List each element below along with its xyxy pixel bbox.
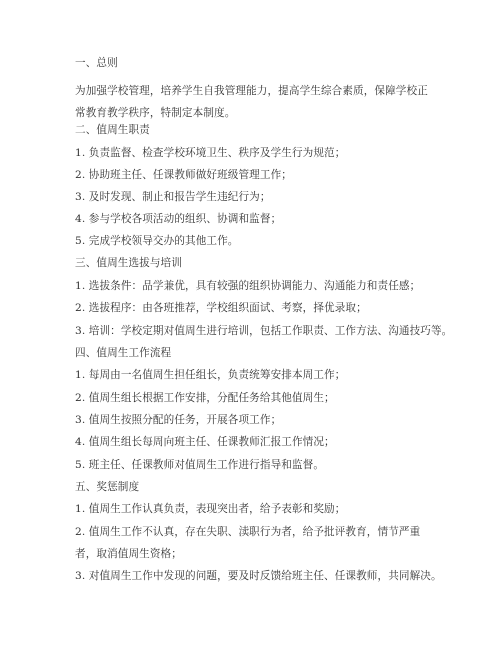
- list-item: 2. 值周生组长根据工作安排，分配任务给其他值周生；: [75, 392, 335, 404]
- section-heading-2: 二、值周生职责: [75, 124, 150, 136]
- list-item: 1. 选拔条件：品学兼优，具有较强的组织协调能力、沟通能力和责任感；: [75, 280, 421, 292]
- section-heading-3: 三、值周生选拔与培训: [75, 257, 182, 269]
- section-heading-5: 五、奖惩制度: [75, 481, 140, 493]
- list-item: 3. 培训：学校定期对值周生进行培训，包括工作职责、工作方法、沟通技巧等。: [75, 325, 453, 337]
- list-item: 1. 负责监督、检查学校环境卫生、秩序及学生行为规范；: [75, 147, 346, 159]
- list-item: 3. 及时发现、制止和报告学生违纪行为；: [75, 191, 271, 203]
- section-heading-4: 四、值周生工作流程: [75, 347, 172, 359]
- list-item: 4. 值周生组长每周向班主任、任课教师汇报工作情况；: [75, 436, 335, 448]
- list-item: 4. 参与学校各项活动的组织、协调和监督；: [75, 213, 282, 225]
- section-paragraph-1: 为加强学校管理，培养学生自我管理能力，提高学生综合素质，保障学校正常教育教学秩序，特制定本制度。: [75, 85, 428, 119]
- list-item: 5. 完成学校领导交办的其他工作。: [75, 235, 239, 247]
- list-item: 2. 协助班主任、任课教师做好班级管理工作；: [75, 169, 292, 181]
- list-item: 5. 班主任、任课教师对值周生工作进行指导和监督。: [75, 459, 325, 471]
- list-item: 3. 值周生按照分配的任务，开展各项工作；: [75, 414, 282, 426]
- list-item: 1. 值周生工作认真负责，表现突出者，给予表彰和奖励；: [75, 503, 346, 515]
- section-heading-1: 一、总则: [75, 57, 118, 69]
- list-item: 2. 值周生工作不认真，存在失职、渎职行为者，给予批评教育，情节严重者，取消值周生资格；: [75, 526, 421, 560]
- list-item: 3. 对值周生工作中发现的问题，要及时反馈给班主任、任课教师，共同解决。: [75, 570, 442, 582]
- list-item: 1. 每周由一名值周生担任组长，负责统筹安排本周工作；: [75, 369, 346, 381]
- list-item: 2. 选拔程序：由各班推荐，学校组织面试、考察，择优录取；: [75, 302, 367, 314]
